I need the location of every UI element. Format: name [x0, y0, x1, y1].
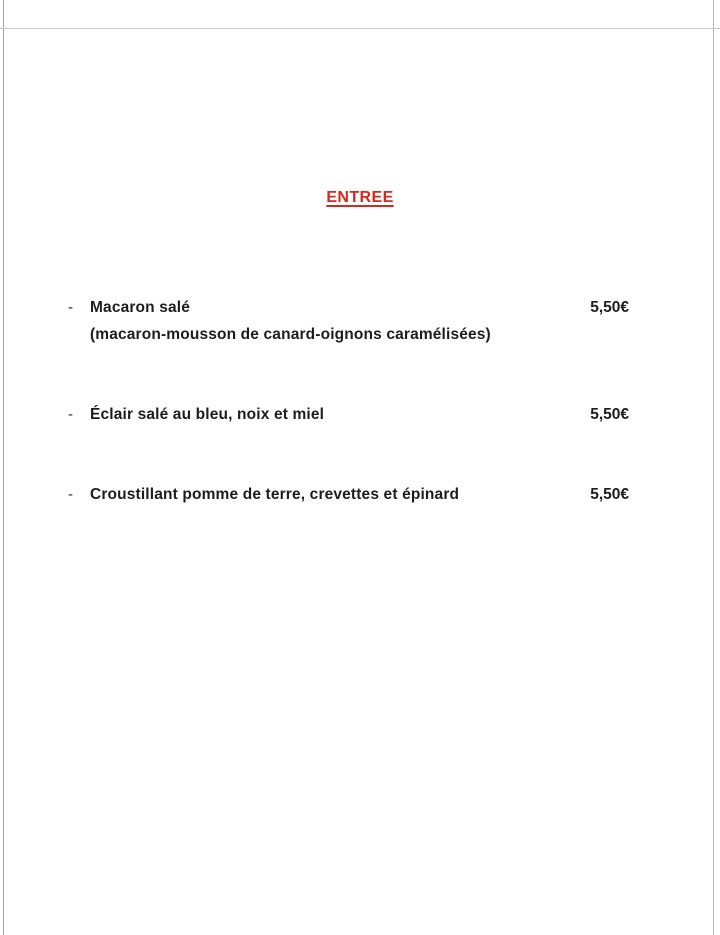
menu-item-text-block — [90, 484, 459, 506]
menu-item — [68, 297, 491, 346]
menu-item-name: Croustillant pomme de terre, crevettes et épinard — [90, 486, 460, 503]
menu-item-price: 5,50€ — [590, 486, 629, 503]
list-dash: - — [68, 406, 73, 423]
menu-item-name: Éclair salé au bleu, noix et miel — [90, 406, 325, 423]
list-dash: - — [68, 299, 73, 316]
menu-item-row — [68, 297, 629, 346]
menu-item-row — [68, 404, 629, 426]
menu-item-price: 5,50€ — [590, 406, 629, 423]
menu-item-name: Macaron salé — [90, 299, 191, 316]
menu-item — [68, 484, 459, 506]
list-dash: - — [68, 486, 73, 503]
menu-item-description: (macaron-mousson de canard-oignons caramélisées) — [90, 326, 491, 343]
menu-item-price: 5,50€ — [590, 299, 629, 316]
menu-item — [68, 404, 324, 426]
menu-item-text-block — [90, 297, 491, 346]
page-content — [0, 29, 720, 506]
menu-item-row — [68, 484, 629, 506]
menu-item-text-block — [90, 404, 324, 426]
menu-item-list — [0, 297, 720, 506]
menu-section-title: ENTREE — [326, 189, 394, 206]
